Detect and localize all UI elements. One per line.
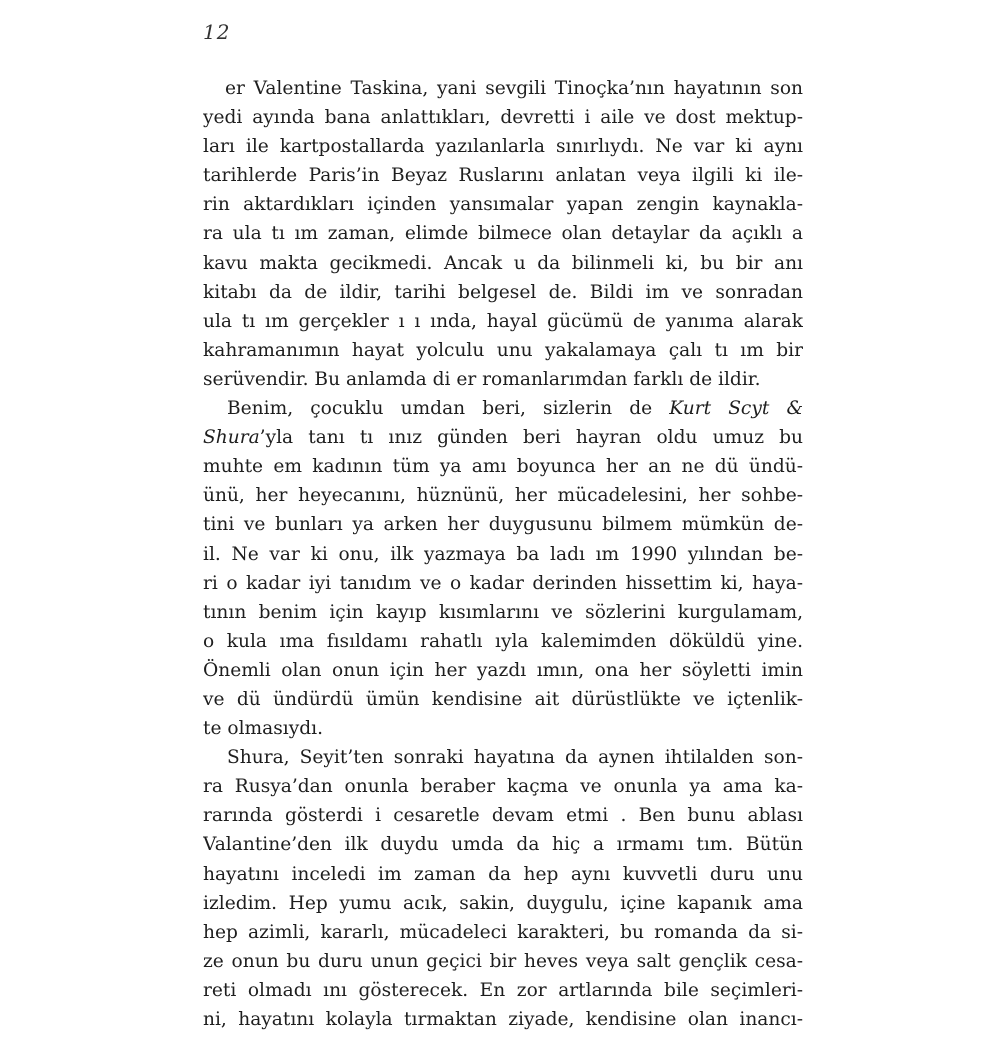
book-title-italic: Kurt Scyt & xyxy=(669,398,803,420)
text-line: reti olmadı ını gösterecek. En zor artlarında bile seçimleri- xyxy=(203,979,803,1001)
text-line: Önemli olan onun için her yazdı ımın, ona her söyletti imin xyxy=(203,659,803,681)
text-line: rin aktardıkları içinden yansımalar yapan zengin kaynakla- xyxy=(203,194,803,216)
text-line: ze onun bu duru unun geçici bir heves veya salt gençlik cesa- xyxy=(203,950,803,972)
text-line: ri o kadar iyi tanıdım ve o kadar derinden hissettim ki, haya- xyxy=(203,572,803,594)
text-line: kavu makta gecikmedi. Ancak u da bilinmeli ki, bu bir anı xyxy=(203,252,803,274)
text-line: tarihlerde Paris’in Beyaz Ruslarını anlatan veya ilgili ki ile- xyxy=(203,165,803,187)
text-line: te olmasıydı. xyxy=(203,718,323,740)
text-line: Shura, Seyit’ten sonraki hayatına da aynen ihtilalden son- xyxy=(227,747,803,769)
text-line: Valantine’den ilk duydu umda da hiç a ırmamı tım. Bütün xyxy=(203,834,803,856)
text-line: ve dü ündürdü ümün kendisine ait dürüstlükte ve içtenlik- xyxy=(203,688,803,710)
text-line xyxy=(203,394,803,423)
text-line: hep azimli, kararlı, mücadeleci karakteri, bu romanda da si- xyxy=(203,921,803,943)
text-line: kahramanımın hayat yolculu unu yakalamaya çalı tı ım bir xyxy=(203,339,803,361)
body-text xyxy=(203,74,803,1034)
text-line: tının benim için kayıp kısımlarını ve sözlerini kurgulamam, xyxy=(203,601,803,623)
text-line: er Valentine Taskina, yani sevgili Tinoçka’nın hayatının son xyxy=(225,78,803,99)
text-line: kitabı da de ildir, tarihi belgesel de. Bildi im ve sonradan xyxy=(203,281,803,303)
line-text: ’yla tanı tı ınız günden beri hayran oldu umuz bu xyxy=(259,427,803,449)
page-number: 12 xyxy=(203,20,231,44)
text-line: tini ve bunları ya arken her duygusunu bilmem mümkün de- xyxy=(203,514,803,536)
text-line: ları ile kartpostallarda yazılanlarla sınırlıydı. Ne var ki aynı xyxy=(203,136,803,158)
text-line: ni, hayatını kolayla tırmaktan ziyade, kendisine olan inancı- xyxy=(203,1009,803,1030)
text-line: yedi ayında bana anlattıkları, devretti i aile ve dost mektup- xyxy=(203,107,803,129)
line-text: Benim, çocuklu umdan beri, sizlerin de xyxy=(227,398,670,420)
text-line: ra Rusya’dan onunla beraber kaçma ve onunla ya ama ka- xyxy=(203,776,803,798)
text-line: izledim. Hep yumu acık, sakin, duygulu, içine kapanık ama xyxy=(203,892,803,914)
text-line: rarında gösterdi i cesaretle devam etmi . Ben bunu ablası xyxy=(203,805,803,827)
text-line: serüvendir. Bu anlamda di er romanlarımdan farklı de ildir. xyxy=(203,368,761,390)
text-line: ünü, her heyecanını, hüznünü, her mücadelesini, her sohbe- xyxy=(203,485,803,507)
text-line: il. Ne var ki onu, ilk yazmaya ba ladı ım 1990 yılından be- xyxy=(203,543,803,565)
text-line: ula tı ım gerçekler ı ı ında, hayal gücümü de yanıma alarak xyxy=(203,310,803,332)
text-line xyxy=(203,423,803,452)
text-line: o kula ıma fısıldamı rahatlı ıyla kalemimden döküldü yine. xyxy=(203,630,803,652)
text-line: muhte em kadının tüm ya amı boyunca her an ne dü ündü- xyxy=(203,456,803,478)
text-line: hayatını inceledi im zaman da hep aynı kuvvetli duru unu xyxy=(203,863,803,885)
text-line: ra ula tı ım zaman, elimde bilmece olan detaylar da açıklı a xyxy=(203,223,803,245)
book-title-italic: Shura xyxy=(203,427,260,449)
